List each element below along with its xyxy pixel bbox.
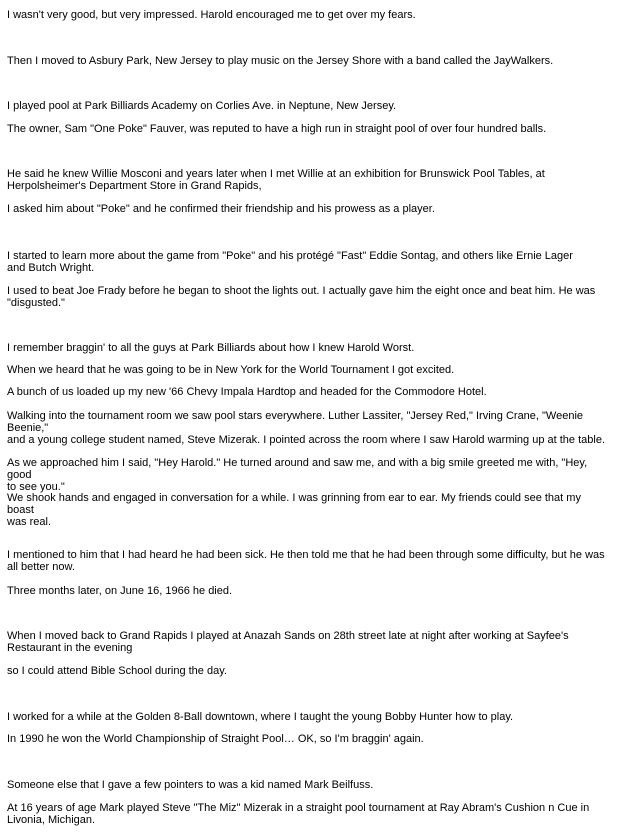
paragraph-line: Herpolsheimer's Department Store in Grand Rapids, (7, 180, 262, 192)
paragraph-3 (7, 100, 607, 112)
paragraph-21 (7, 779, 607, 791)
paragraph-line: I worked for a while at the Golden 8-Ball downtown, where I taught the young Bobby Hunter how to play. (7, 711, 514, 723)
paragraph-line: so I could attend Bible School during the day. (7, 665, 227, 677)
paragraph-11 (7, 386, 607, 398)
paragraph-7 (7, 250, 607, 274)
paragraph-line: Beenie," (7, 422, 49, 434)
paragraph-8 (7, 285, 607, 309)
paragraph-line: He said he knew Willie Mosconi and years later when I met Willie at an exhibition for Brunswick Pool Tables, at (7, 168, 545, 180)
paragraph-line: The owner, Sam "One Poke" Fauver, was reputed to have a high run in straight pool of over four hundred balls. (7, 123, 547, 135)
paragraph-line: Three months later, on June 16, 1966 he died. (7, 585, 233, 597)
paragraph-16 (7, 585, 607, 597)
paragraph-line: In 1990 he won the World Championship of Straight Pool… OK, so I'm braggin' again. (7, 733, 424, 745)
paragraph-5 (7, 168, 607, 192)
paragraph-13 (7, 457, 607, 493)
paragraph-line: When we heard that he was going to be in New York for the World Tournament I got excited. (7, 364, 455, 376)
paragraph-9 (7, 342, 607, 354)
paragraph-line: was real. (7, 516, 52, 528)
paragraph-line: When I moved back to Grand Rapids I played at Anazah Sands on 28th street late at night after working at Sayfee's (7, 630, 569, 642)
paragraph-line: I started to learn more about the game from "Poke" and his protégé "Fast" Eddie Sontag, and others like Ernie Lager (7, 250, 573, 262)
paragraph-line: As we approached him I said, "Hey Harold." He turned around and saw me, and with a big smile greeted me with, "Hey, good (7, 457, 588, 481)
paragraph-22 (7, 802, 607, 826)
paragraph-14 (7, 492, 607, 528)
paragraph-20 (7, 733, 607, 745)
paragraph-line: "disgusted." (7, 297, 65, 309)
paragraph-line: Someone else that I gave a few pointers to was a kid named Mark Beilfuss. (7, 779, 374, 791)
paragraph-line: and Butch Wright. (7, 262, 95, 274)
paragraph-line: Walking into the tournament room we saw pool stars everywhere. Luther Lassiter, "Jersey Red," Irving Crane, "Weenie (7, 410, 584, 422)
paragraph-19 (7, 711, 607, 723)
paragraph-12 (7, 410, 607, 446)
paragraph-line: Livonia, Michigan. (7, 814, 96, 826)
paragraph-line: I used to beat Joe Frady before he began to shoot the lights out. I actually gave him the eight once and beat him. He was (7, 285, 596, 297)
paragraph-line: all better now. (7, 561, 75, 573)
paragraph-line: I asked him about "Poke" and he confirmed their friendship and his prowess as a player. (7, 203, 435, 215)
paragraph-4 (7, 123, 607, 135)
paragraph-line: Then I moved to Asbury Park, New Jersey to play music on the Jersey Shore with a band called the JayWalkers. (7, 55, 554, 67)
paragraph-line: We shook hands and engaged in conversation for a while. I was grinning from ear to ear. My friends could see that my boast (7, 492, 581, 516)
paragraph-2 (7, 55, 607, 67)
paragraph-line: I wasn't very good, but very impressed. Harold encouraged me to get over my fears. (7, 9, 416, 21)
paragraph-6 (7, 203, 607, 215)
paragraph-line: Restaurant in the evening (7, 642, 133, 654)
paragraph-line: I remember braggin' to all the guys at Park Billiards about how I knew Harold Worst. (7, 342, 415, 354)
paragraph-15 (7, 549, 607, 573)
paragraph-line: I mentioned to him that I had heard he had been sick. He then told me that he had been through some difficulty, but he was (7, 549, 605, 561)
paragraph-1 (7, 9, 607, 21)
paragraph-line: A bunch of us loaded up my new '66 Chevy Impala Hardtop and headed for the Commodore Hotel. (7, 386, 487, 398)
paragraph-10 (7, 364, 607, 376)
paragraph-line: to see you." (7, 481, 65, 493)
paragraph-17 (7, 630, 607, 654)
paragraph-line: At 16 years of age Mark played Steve "The Miz" Mizerak in a straight pool tournament at Ray Abram's Cushion n Cue in (7, 802, 590, 814)
paragraph-18 (7, 665, 607, 677)
paragraph-line: I played pool at Park Billiards Academy on Corlies Ave. in Neptune, New Jersey. (7, 100, 397, 112)
paragraph-line: and a young college student named, Steve Mizerak. I pointed across the room where I saw Harold warming up at the table. (7, 434, 605, 446)
